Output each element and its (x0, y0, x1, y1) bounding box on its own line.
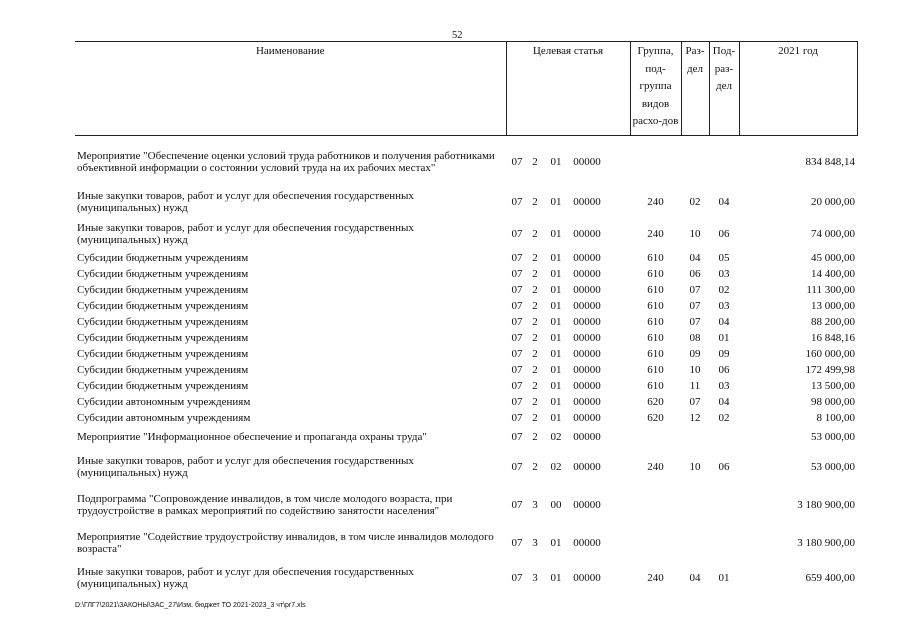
table-row (75, 486, 857, 524)
target-event: 01 (550, 195, 562, 208)
row-target-article (506, 486, 630, 524)
row-amount: 3 180 900,00 (797, 536, 855, 549)
row-expense-group: 610 (647, 251, 664, 264)
target-program: 07 (511, 155, 523, 168)
row-amount: 13 500,00 (811, 379, 855, 392)
target-direction: 00000 (573, 299, 601, 312)
target-program: 07 (511, 460, 523, 473)
row-podrazdel: 02 (718, 283, 730, 296)
target-event: 01 (550, 283, 562, 296)
target-direction: 00000 (573, 227, 601, 240)
row-podrazdel: 06 (718, 363, 730, 376)
row-target-article (506, 346, 630, 362)
table-row (75, 186, 857, 218)
target-event: 01 (550, 251, 562, 264)
row-amount: 659 400,00 (805, 571, 855, 584)
header-razdel: Раз-дел (681, 42, 709, 136)
row-amount: 3 180 900,00 (797, 498, 855, 511)
row-expense-group: 610 (647, 283, 664, 296)
header-name: Наименование (75, 42, 506, 136)
target-event: 01 (550, 227, 562, 240)
row-target-article (506, 186, 630, 218)
target-direction: 00000 (573, 379, 601, 392)
target-event: 01 (550, 347, 562, 360)
row-name: Мероприятие "Обеспечение оценки условий труда работников и получения работниками объективной информации о состоянии условий труда на их рабочих местах" (77, 149, 495, 174)
row-name: Мероприятие "Содействие трудоустройству инвалидов, в том числе инвалидов молодого возраста" (77, 530, 494, 555)
row-expense-group (630, 426, 681, 448)
row-target-article (506, 250, 630, 266)
row-razdel: 04 (689, 251, 701, 264)
row-name: Иные закупки товаров, работ и услуг для обеспечения государственных (муниципальных) нужд (77, 189, 414, 214)
target-event: 02 (550, 460, 562, 473)
row-podrazdel (709, 136, 739, 187)
table-row (75, 362, 857, 378)
target-program: 07 (511, 571, 523, 584)
row-amount: 53 000,00 (811, 430, 855, 443)
row-razdel: 10 (689, 227, 701, 240)
target-event: 01 (550, 536, 562, 549)
row-podrazdel (709, 524, 739, 562)
row-expense-group: 240 (647, 195, 664, 208)
row-name: Субсидии бюджетным учреждениям (77, 347, 249, 360)
row-podrazdel: 09 (718, 347, 730, 360)
row-expense-group: 610 (647, 347, 664, 360)
target-event: 01 (550, 571, 562, 584)
row-expense-group: 610 (647, 363, 664, 376)
row-name: Мероприятие "Информационное обеспечение и пропаганда охраны труда" (77, 430, 427, 443)
table-row (75, 266, 857, 282)
row-podrazdel: 01 (718, 331, 730, 344)
page-number: 52 (452, 30, 463, 41)
header-target-article: Целевая статья (506, 42, 630, 136)
row-razdel: 10 (689, 460, 701, 473)
target-event: 01 (550, 315, 562, 328)
target-direction: 00000 (573, 331, 601, 344)
row-razdel: 07 (689, 299, 701, 312)
row-target-article (506, 362, 630, 378)
row-podrazdel: 06 (718, 460, 730, 473)
target-subprogram: 2 (532, 251, 538, 264)
row-razdel (681, 426, 709, 448)
target-program: 07 (511, 227, 523, 240)
table-body (75, 136, 857, 595)
row-razdel: 07 (689, 395, 701, 408)
row-target-article (506, 524, 630, 562)
row-target-article (506, 426, 630, 448)
row-podrazdel (709, 426, 739, 448)
table-row (75, 136, 857, 187)
table-row (75, 394, 857, 410)
row-podrazdel (709, 486, 739, 524)
table-row (75, 562, 857, 594)
row-amount: 16 848,16 (811, 331, 855, 344)
target-subprogram: 3 (532, 498, 538, 511)
row-target-article (506, 266, 630, 282)
row-podrazdel: 05 (718, 251, 730, 264)
budget-table (75, 41, 858, 594)
target-subprogram: 2 (532, 155, 538, 168)
target-event: 00 (550, 498, 562, 511)
row-razdel: 07 (689, 315, 701, 328)
row-name: Субсидии бюджетным учреждениям (77, 267, 249, 280)
row-amount: 111 300,00 (806, 283, 855, 296)
target-program: 07 (511, 283, 523, 296)
header-podrazdel: Под-раз-дел (709, 42, 739, 136)
target-subprogram: 3 (532, 536, 538, 549)
row-name: Субсидии бюджетным учреждениям (77, 283, 249, 296)
target-program: 07 (511, 498, 523, 511)
target-subprogram: 2 (532, 430, 538, 443)
target-program: 07 (511, 411, 523, 424)
target-direction: 00000 (573, 395, 601, 408)
target-direction: 00000 (573, 267, 601, 280)
row-podrazdel: 06 (718, 227, 730, 240)
row-expense-group: 610 (647, 299, 664, 312)
table-row (75, 448, 857, 486)
target-program: 07 (511, 331, 523, 344)
row-razdel: 09 (689, 347, 701, 360)
target-subprogram: 2 (532, 267, 538, 280)
row-expense-group (630, 486, 681, 524)
row-amount: 8 100,00 (816, 411, 855, 424)
table-row (75, 298, 857, 314)
table-row (75, 330, 857, 346)
row-podrazdel: 04 (718, 195, 730, 208)
row-target-article (506, 218, 630, 250)
table-row (75, 426, 857, 448)
row-expense-group: 620 (647, 395, 664, 408)
target-direction: 00000 (573, 536, 601, 549)
row-razdel: 06 (689, 267, 701, 280)
row-razdel (681, 136, 709, 187)
row-expense-group: 240 (647, 460, 664, 473)
target-subprogram: 2 (532, 460, 538, 473)
target-subprogram: 2 (532, 379, 538, 392)
target-subprogram: 2 (532, 347, 538, 360)
target-event: 02 (550, 430, 562, 443)
row-name: Субсидии бюджетным учреждениям (77, 251, 249, 264)
row-name: Субсидии бюджетным учреждениям (77, 331, 249, 344)
row-name: Подпрограмма "Сопровождение инвалидов, в том числе молодого возраста, при трудоустройстве в рамках мероприятий по содействию занятости населения" (77, 492, 453, 517)
row-razdel: 12 (689, 411, 701, 424)
target-direction: 00000 (573, 347, 601, 360)
target-subprogram: 2 (532, 363, 538, 376)
target-event: 01 (550, 299, 562, 312)
target-program: 07 (511, 267, 523, 280)
row-podrazdel: 04 (718, 395, 730, 408)
row-podrazdel: 03 (718, 379, 730, 392)
row-amount: 13 000,00 (811, 299, 855, 312)
row-podrazdel: 02 (718, 411, 730, 424)
target-direction: 00000 (573, 460, 601, 473)
target-event: 01 (550, 395, 562, 408)
target-subprogram: 2 (532, 283, 538, 296)
row-name: Субсидии бюджетным учреждениям (77, 363, 249, 376)
row-target-article (506, 410, 630, 426)
row-name: Субсидии бюджетным учреждениям (77, 299, 249, 312)
row-name: Субсидии автономным учреждениям (77, 411, 251, 424)
table-row (75, 378, 857, 394)
target-program: 07 (511, 347, 523, 360)
target-subprogram: 2 (532, 395, 538, 408)
target-program: 07 (511, 195, 523, 208)
target-direction: 00000 (573, 498, 601, 511)
row-target-article (506, 562, 630, 594)
row-amount: 88 200,00 (811, 315, 855, 328)
row-razdel: 11 (689, 379, 701, 392)
row-razdel: 07 (689, 283, 701, 296)
row-expense-group: 610 (647, 267, 664, 280)
target-event: 01 (550, 411, 562, 424)
target-direction: 00000 (573, 430, 601, 443)
target-subprogram: 2 (532, 195, 538, 208)
row-expense-group: 610 (647, 379, 664, 392)
row-amount: 20 000,00 (811, 195, 855, 208)
target-direction: 00000 (573, 315, 601, 328)
target-program: 07 (511, 315, 523, 328)
target-event: 01 (550, 267, 562, 280)
row-name: Иные закупки товаров, работ и услуг для обеспечения государственных (муниципальных) нужд (77, 221, 414, 246)
row-target-article (506, 136, 630, 187)
table-row (75, 346, 857, 362)
target-program: 07 (511, 299, 523, 312)
target-program: 07 (511, 251, 523, 264)
target-direction: 00000 (573, 411, 601, 424)
row-name: Иные закупки товаров, работ и услуг для обеспечения государственных (муниципальных) нужд (77, 454, 414, 479)
row-target-article (506, 330, 630, 346)
row-expense-group: 610 (647, 331, 664, 344)
row-name: Иные закупки товаров, работ и услуг для обеспечения государственных (муниципальных) нужд (77, 565, 414, 590)
row-podrazdel: 04 (718, 315, 730, 328)
target-direction: 00000 (573, 195, 601, 208)
row-razdel: 02 (689, 195, 701, 208)
target-subprogram: 3 (532, 571, 538, 584)
row-expense-group: 620 (647, 411, 664, 424)
target-direction: 00000 (573, 283, 601, 296)
row-expense-group (630, 136, 681, 187)
row-target-article (506, 448, 630, 486)
row-target-article (506, 314, 630, 330)
row-target-article (506, 282, 630, 298)
row-name: Субсидии бюджетным учреждениям (77, 315, 249, 328)
row-name: Субсидии автономным учреждениям (77, 395, 251, 408)
row-amount: 45 000,00 (811, 251, 855, 264)
target-direction: 00000 (573, 155, 601, 168)
row-amount: 98 000,00 (811, 395, 855, 408)
target-subprogram: 2 (532, 331, 538, 344)
target-event: 01 (550, 379, 562, 392)
row-expense-group: 240 (647, 571, 664, 584)
row-podrazdel: 01 (718, 571, 730, 584)
row-expense-group: 610 (647, 315, 664, 328)
table-row (75, 250, 857, 266)
row-amount: 74 000,00 (811, 227, 855, 240)
header-year: 2021 год (739, 42, 857, 136)
target-program: 07 (511, 536, 523, 549)
row-amount: 14 400,00 (811, 267, 855, 280)
row-razdel (681, 486, 709, 524)
target-event: 01 (550, 155, 562, 168)
footer-file-path: D:\ГЛГ7\2021\ЗАКОНЫ\ЗАС_27\Изм. бюджет ТО 2021-2023_3 чт\pr7.xls (75, 602, 306, 609)
target-direction: 00000 (573, 363, 601, 376)
row-target-article (506, 378, 630, 394)
row-podrazdel: 03 (718, 267, 730, 280)
row-target-article (506, 298, 630, 314)
table-row (75, 410, 857, 426)
target-event: 01 (550, 331, 562, 344)
table-row (75, 524, 857, 562)
table-row (75, 314, 857, 330)
target-subprogram: 2 (532, 227, 538, 240)
target-program: 07 (511, 430, 523, 443)
row-name: Субсидии бюджетным учреждениям (77, 379, 249, 392)
table-row (75, 218, 857, 250)
row-razdel: 10 (689, 363, 701, 376)
target-direction: 00000 (573, 251, 601, 264)
row-razdel (681, 524, 709, 562)
target-program: 07 (511, 395, 523, 408)
row-razdel: 04 (689, 571, 701, 584)
target-program: 07 (511, 363, 523, 376)
target-direction: 00000 (573, 571, 601, 584)
row-expense-group (630, 524, 681, 562)
target-subprogram: 2 (532, 315, 538, 328)
row-amount: 834 848,14 (805, 155, 855, 168)
target-subprogram: 2 (532, 299, 538, 312)
row-razdel: 08 (689, 331, 701, 344)
target-subprogram: 2 (532, 411, 538, 424)
row-amount: 172 499,98 (805, 363, 855, 376)
row-amount: 160 000,00 (805, 347, 855, 360)
target-event: 01 (550, 363, 562, 376)
row-expense-group: 240 (647, 227, 664, 240)
row-podrazdel: 03 (718, 299, 730, 312)
row-amount: 53 000,00 (811, 460, 855, 473)
target-program: 07 (511, 379, 523, 392)
row-target-article (506, 394, 630, 410)
table-row (75, 282, 857, 298)
header-expense-group: Группа, под-группа видов расхо-дов (630, 42, 681, 136)
header-row (75, 42, 857, 136)
